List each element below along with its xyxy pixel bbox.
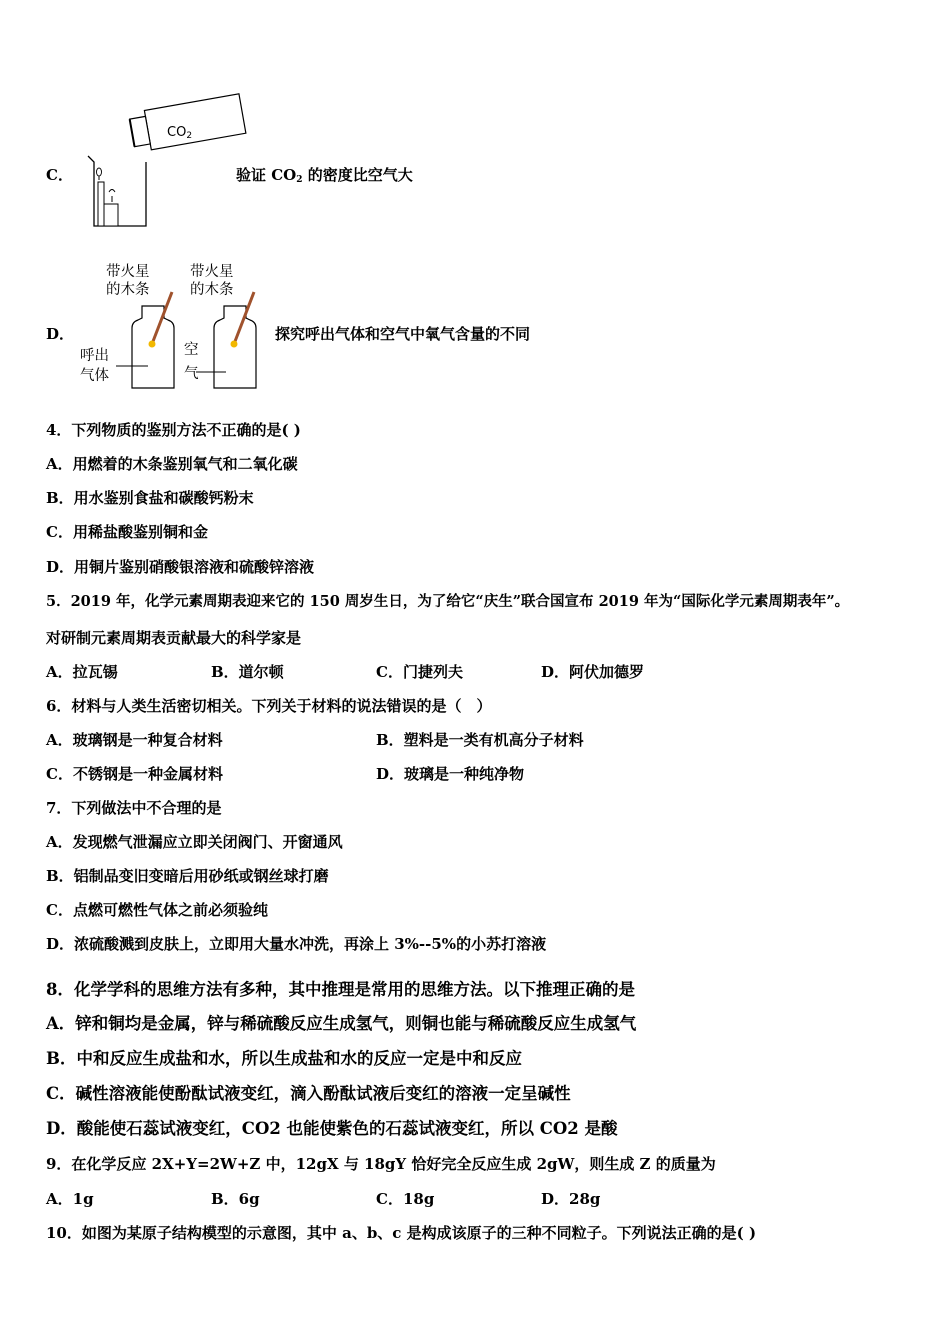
q6-option-b: B．塑料是一类有机高分子材料 [376,731,584,749]
right-splint-label-2: 的木条 [190,282,234,298]
q5-option-c: C．门捷列夫 [376,663,463,681]
option-c-letter: C． [46,166,73,184]
q10-stem: 10．如图为某原子结构模型的示意图，其中 a、b、c 是构成该原子的三种不同粒子。下列说法正确的是( ) [46,1224,757,1242]
bottles-diagram [78,262,268,392]
left-splint-label-2: 的木条 [106,282,150,298]
right-splint-label-1: 带火星 [190,264,234,280]
co2-density-figure [84,104,229,234]
q5-option-d: D．阿伏加德罗 [541,663,645,681]
exhaled-gas-label-1: 呼出 [80,348,109,364]
q8-option-b: B．中和反应生成盐和水，所以生成盐和水的反应一定是中和反应 [46,1049,522,1068]
option-d-letter: D． [46,325,75,343]
q5-stem-line1: 5．2019 年，化学元素周期表迎来它的 150 周岁生日，为了给它“庆生”联合国宣布 2019 年为“国际化学元素周期表年”。 [46,593,850,610]
q8-option-c: C．碱性溶液能使酚酞试液变红，滴入酚酞试液后变红的溶液一定呈碱性 [46,1084,571,1103]
q4-option-d: D．用铜片鉴别硝酸银溶液和硫酸锌溶液 [46,558,315,576]
option-c-description [236,165,413,190]
q9-option-d: D．28g [541,1190,601,1208]
co2-bottle-label: CO [167,125,187,140]
q9-stem: 9．在化学反应 2X+Y=2W+Z 中，12gX 与 18gY 恰好完全反应生成 2gW，则生成 Z 的质量为 [46,1155,716,1173]
exhaled-gas-label-2: 气体 [80,368,109,384]
q8-option-a: A．锌和铜均是金属，锌与稀硫酸反应生成氢气，则铜也能与稀硫酸反应生成氢气 [46,1014,637,1033]
co2-bottle-label-sub: 2 [186,131,193,141]
q5-option-b: B．道尔顿 [211,663,284,681]
q4-stem: 4．下列物质的鉴别方法不正确的是( ) [46,421,301,439]
q6-option-a: A．玻璃钢是一种复合材料 [46,731,223,749]
q7-stem: 7．下列做法中不合理的是 [46,799,222,817]
q7-option-d: D．浓硫酸溅到皮肤上，立即用大量水冲洗，再涂上 3%--5%的小苏打溶液 [46,935,547,953]
q9-option-b: B．6g [211,1190,260,1208]
q6-stem: 6．材料与人类生活密切相关。下列关于材料的说法错误的是（ ） [46,697,492,715]
option-c-desc-prefix: 验证 CO [236,166,297,184]
q7-option-c: C．点燃可燃性气体之前必须验纯 [46,901,268,919]
option-d-description: 探究呼出气体和空气中氧气含量的不同 [275,325,531,343]
q6-option-c: C．不锈钢是一种金属材料 [46,765,223,783]
q6-option-d: D．玻璃是一种纯净物 [376,765,525,783]
oxygen-content-figure [78,262,268,392]
q4-option-b: B．用水鉴别食盐和碳酸钙粉末 [46,489,254,507]
q9-option-c: C．18g [376,1190,435,1208]
q7-option-b: B．铝制品变旧变暗后用砂纸或钢丝球打磨 [46,867,329,885]
q4-option-a: A．用燃着的木条鉴别氧气和二氧化碳 [46,455,298,473]
left-splint-label-1: 带火星 [106,264,150,280]
q7-option-a: A．发现燃气泄漏应立即关闭阀门、开窗通风 [46,833,343,851]
q8-stem: 8．化学学科的思维方法有多种，其中推理是常用的思维方法。以下推理正确的是 [46,980,635,999]
air-label-2: 气 [184,366,199,382]
q8-option-d: D．酸能使石蕊试液变红，CO2 也能使紫色的石蕊试液变红，所以 CO2 是酸 [46,1119,618,1138]
q9-option-a: A．1g [46,1190,94,1208]
option-c-desc-sub: 2 [296,175,303,185]
air-label-1: 空 [184,342,199,358]
q5-option-a: A．拉瓦锡 [46,663,118,681]
co2-density-diagram [84,104,229,234]
option-c-desc-suffix: 的密度比空气大 [302,166,413,184]
q5-stem-line2: 对研制元素周期表贡献最大的科学家是 [46,629,302,647]
q4-option-c: C．用稀盐酸鉴别铜和金 [46,523,208,541]
